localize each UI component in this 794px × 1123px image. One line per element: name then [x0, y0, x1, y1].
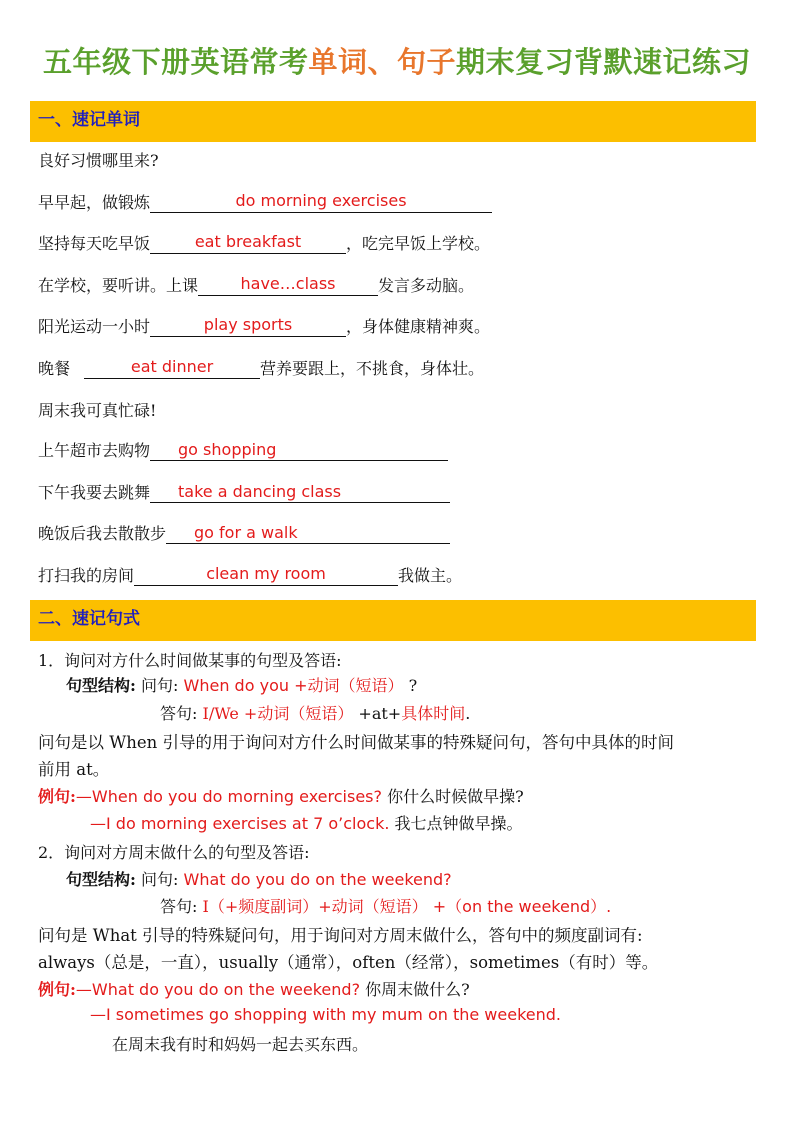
answer-blank: clean my room	[134, 567, 398, 586]
pattern1-example: —I do morning exercises at 7 o’clock. 我七点钟做早操。	[90, 814, 523, 833]
pattern2-example: 例句:—What do you do on the weekend? 你周末做什么?	[38, 980, 470, 999]
exercise-line: 打扫我的房间 clean my room 我做主。	[38, 564, 463, 585]
pattern2-title: 2．询问对方周末做什么的句型及答语:	[38, 843, 310, 862]
exercise-line: 上午超市去购物 go shopping	[38, 438, 448, 461]
answer-blank: take a dancing class	[150, 485, 450, 503]
exercise-line: 下午我要去跳舞 take a dancing class	[38, 480, 450, 503]
exercise-line: 晚饭后我去散散步 go for a walk	[38, 521, 450, 544]
pattern2-example: —I sometimes go shopping with my mum on the weekend.	[90, 1005, 561, 1024]
section1-intro: 良好习惯哪里来?	[38, 151, 159, 170]
weekend-intro: 周末我可真忙碌!	[38, 401, 157, 420]
answer-blank: play sports	[150, 318, 346, 337]
pattern2-answer: 答句: I（+频度副词）+动词（短语） +（on the weekend）.	[160, 897, 612, 916]
exercise-line: 坚持每天吃早饭 eat breakfast ，吃完早饭上学校。	[38, 232, 491, 253]
pattern2-explain: always（总是，一直），usually（通常），often（经常），sometimes（有时）等。	[38, 953, 659, 972]
title-part3: 期末复习背默速记练习	[456, 45, 752, 79]
section1-heading: 一、速记单词	[30, 101, 756, 142]
pattern2-example-translation: 在周末我有时和妈妈一起去买东西。	[112, 1035, 369, 1054]
pattern1-example: 例句:—When do you do morning exercises? 你什么时候做早操?	[38, 787, 524, 806]
pattern1-title: 1．询问对方什么时间做某事的句型及答语:	[38, 651, 342, 670]
page-title	[0, 40, 794, 81]
answer-blank: do morning exercises	[150, 194, 492, 213]
pattern2-explain: 问句是 What 引导的特殊疑问句，用于询问对方周末做什么，答句中的频度副词有:	[38, 926, 643, 945]
answer-blank: have…class	[198, 277, 378, 296]
pattern1-question: 句型结构: 问句: When do you +动词（短语） ?	[66, 676, 418, 695]
pattern1-explain: 前用 at。	[38, 760, 110, 779]
section2-heading: 二、速记句式	[30, 600, 756, 641]
title-part1: 五年级下册英语常考	[42, 45, 309, 79]
exercise-line: 阳光运动一小时 play sports ，身体健康精神爽。	[38, 315, 491, 336]
exercise-line: 早早起，做锻炼 do morning exercises	[38, 190, 492, 213]
exercise-line: 晚餐 eat dinner 营养要跟上，不挑食，身体壮。	[38, 357, 485, 378]
answer-blank: go for a walk	[166, 526, 450, 544]
title-part2: 单词、句子	[308, 45, 456, 79]
pattern2-question: 句型结构: 问句: What do you do on the weekend?	[66, 870, 452, 889]
answer-blank: eat dinner	[84, 360, 260, 379]
pattern1-explain: 问句是以 When 引导的用于询问对方什么时间做某事的特殊疑问句，答句中具体的时间	[38, 733, 674, 752]
answer-blank: go shopping	[150, 443, 448, 461]
answer-blank: eat breakfast	[150, 235, 346, 254]
pattern1-answer: 答句: I/We +动词（短语） +at+具体时间.	[160, 704, 471, 723]
exercise-line: 在学校，要听讲。上课 have…class 发言多动脑。	[38, 274, 475, 295]
